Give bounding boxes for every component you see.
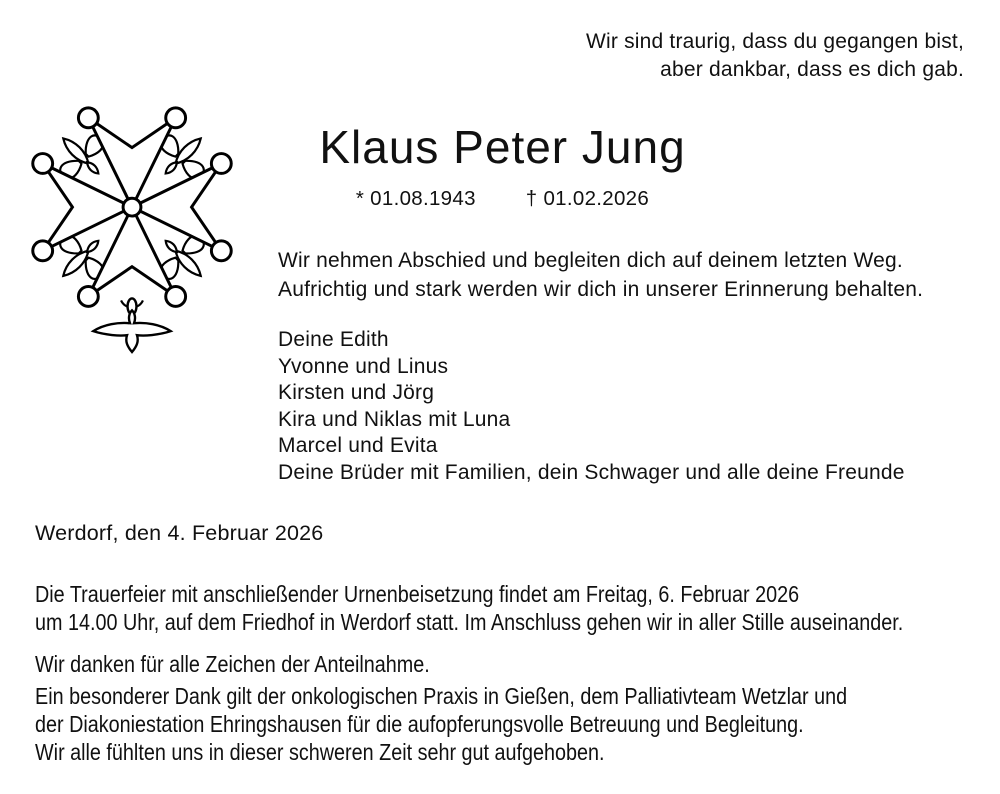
funeral-info xyxy=(35,580,1000,636)
mourner-line: Deine Edith xyxy=(278,328,389,351)
mourner-line: Deine Brüder mit Familien, dein Schwager und alle deine Freunde xyxy=(278,460,905,484)
life-dates xyxy=(250,187,755,211)
mourner-line: Yvonne und Linus xyxy=(278,354,449,378)
mourner-line: Kira und Niklas mit Luna xyxy=(278,407,511,431)
tribute-line: Wir nehmen Abschied und begleiten dich auf deinem letzten Weg. xyxy=(278,249,903,272)
death-date: † 01.02.2026 xyxy=(525,187,650,210)
funeral-info-line: um 14.00 Uhr, auf dem Friedhof in Werdorf statt. Im Anschluss gehen wir in aller Stille auseinander. xyxy=(35,609,904,635)
condolence-quote-line: aber dankbar, dass es dich gab. xyxy=(660,57,964,81)
huguenot-cross-dove-icon xyxy=(30,96,235,354)
funeral-info-line: Die Trauerfeier mit anschließender Urnenbeisetzung findet am Freitag, 6. Februar 2026 xyxy=(35,581,800,607)
special-thanks-line: der Diakoniestation Ehringshausen für die aufopferungsvolle Betreuung und Begleitung. xyxy=(35,711,804,737)
tribute-line: Aufrichtig und stark werden wir dich in unserer Erinnerung behalten. xyxy=(278,277,924,301)
mourner-line: Kirsten und Jörg xyxy=(278,381,435,405)
thanks-line: Wir danken für alle Zeichen der Anteilnahme. xyxy=(35,651,430,677)
condolence-quote xyxy=(586,28,964,83)
place-date-line: Werdorf, den 4. Februar 2026 xyxy=(35,521,324,545)
mourners-list xyxy=(278,327,905,487)
deceased-name: Klaus Peter Jung xyxy=(319,121,686,173)
special-thanks-line: Wir alle fühlten uns in dieser schweren Zeit sehr gut aufgehoben. xyxy=(35,739,605,765)
deceased-header xyxy=(250,120,755,211)
condolence-quote-line: Wir sind traurig, dass du gegangen bist, xyxy=(585,30,964,53)
mourner-line: Marcel und Evita xyxy=(278,434,438,458)
tribute-paragraph xyxy=(278,247,923,304)
special-thanks xyxy=(35,682,979,766)
birth-date: * 01.08.1943 xyxy=(355,187,476,210)
special-thanks-line: Ein besonderer Dank gilt der onkologischen Praxis in Gießen, dem Palliativteam Wetzlar und xyxy=(35,683,848,709)
